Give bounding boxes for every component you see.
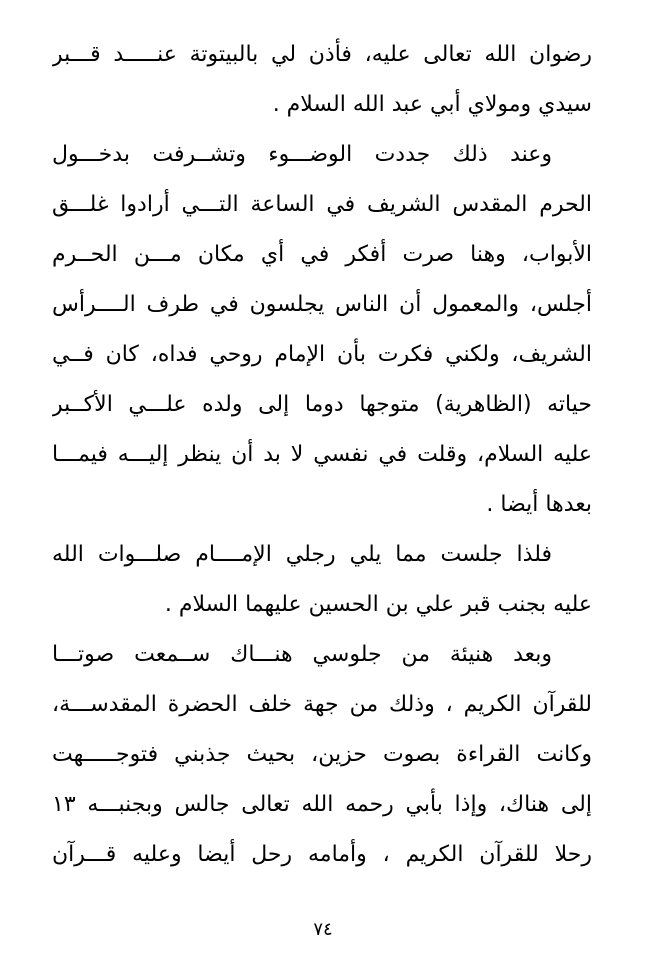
text-line-6: أجلس، والمعمول أن الناس يجلسون في طرف الــــرأس: [52, 292, 592, 317]
page-number: ٧٤: [313, 919, 333, 940]
text-line-3: وعند ذلك جددت الوضـــوء وتشــرفت بدخـــول: [52, 142, 552, 167]
text-line-8: حياته (الظاهرية) متوجها دوما إلى ولده علـــي الأكــبر: [52, 392, 592, 417]
text-line-7: الشريف، ولكني فكرت بأن الإمام روحي فداه، كان فــي: [52, 342, 592, 367]
text-line-12: عليه بجنب قبر علي بن الحسين عليهما السلام .: [164, 592, 592, 617]
text-line-9: عليه السلام، وقلت في نفسي لا بد أن ينظر إليـــه فيمـــا: [52, 442, 592, 467]
text-line-13: وبعد هنيئة من جلوسي هنـــاك ســمعت صوتـــا: [52, 642, 552, 667]
text-line-1: رضوان الله تعالى عليه، فأذن لي بالبيتوتة عنـــــد قـــبر: [52, 42, 592, 67]
text-line-11: فلذا جلست مما يلي رجلي الإمــــام صلـــوات الله: [52, 542, 552, 567]
text-line-15: وكانت القراءة بصوت حزين، بحيث جذبني فتوجـــــهت: [52, 742, 592, 767]
text-line-4: الحرم المقدس الشريف في الساعة التـــي أرادوا غلـــق: [52, 192, 592, 217]
text-line-14: للقرآن الكريم ، وذلك من جهة خلف الحضرة المقدســـة،: [52, 692, 592, 717]
body-text: [52, 30, 592, 880]
text-line-2: سيدي ومولاي أبي عبد الله السلام .: [272, 92, 592, 117]
text-line-10: بعدها أيضا .: [486, 492, 592, 517]
text-line-5: الأبواب، وهنا صرت أفكر في أي مكان مـــن الحــرم: [52, 242, 592, 267]
text-line-16: إلى هناك، وإذا بأبي رحمه الله تعالى جالس وبجنبـــه ١٣: [52, 792, 592, 817]
text-line-17: رحلا للقرآن الكريم ، وأمامه رحل أيضا وعليه قـــرآن: [52, 842, 592, 867]
